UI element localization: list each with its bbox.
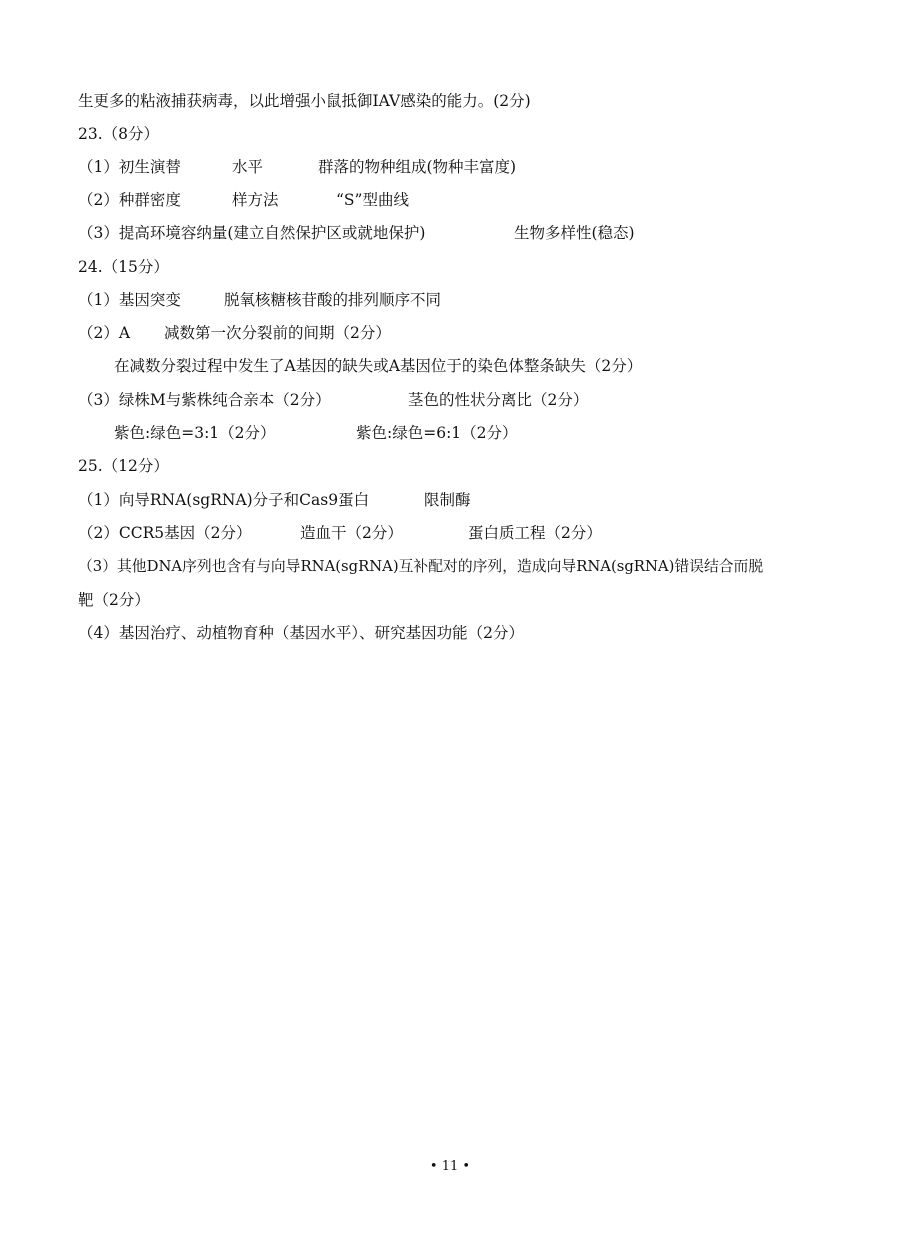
answer-24-3-ratio-a: 紫色:绿色=3:1（2分）	[114, 424, 276, 442]
answer-23-1-a: （1）初生演替	[78, 158, 181, 176]
answer-24-2-a: （2）A	[78, 324, 131, 342]
question-23-header: 23.（8分）	[78, 125, 160, 143]
answer-24-1-b: 脱氧核糖核苷酸的排列顺序不同	[224, 291, 442, 309]
answer-23-3-a: （3）提高环境容纳量(建立自然保护区或就地保护)	[78, 224, 426, 242]
answer-25-1-a: （1）向导RNA(sgRNA)分子和Cas9蛋白	[78, 491, 370, 509]
answer-24-1-a: （1）基因突变	[78, 291, 181, 309]
answer-25-3-continuation: 靶（2分）	[78, 591, 150, 609]
answer-24-3-ratio-b: 紫色:绿色=6:1（2分）	[356, 424, 518, 442]
question-24-header: 24.（15分）	[78, 258, 169, 276]
answer-23-2-b: 样方法	[232, 191, 279, 209]
answer-23-2-c: “S”型曲线	[336, 191, 409, 209]
answer-25-1-b: 限制酶	[424, 491, 471, 509]
page-number: • 11 •	[429, 1159, 471, 1174]
question-25-header: 25.（12分）	[78, 457, 169, 475]
answer-25-2-a: （2）CCR5基因（2分）	[78, 524, 252, 542]
answer-25-3: （3）其他DNA序列也含有与向导RNA(sgRNA)互补配对的序列，造成向导RNA(sgRNA)错误结合而脱	[78, 558, 764, 575]
answer-23-2-a: （2）种群密度	[78, 191, 181, 209]
answer-25-2-b: 造血干（2分）	[300, 524, 403, 542]
answer-25-2-c: 蛋白质工程（2分）	[468, 524, 602, 542]
answer-23-3-b: 生物多样性(稳态)	[514, 224, 635, 242]
answer-25-4: （4）基因治疗、动植物育种（基因水平）、研究基因功能（2分）	[78, 624, 524, 642]
answer-23-1-c: 群落的物种组成(物种丰富度)	[318, 158, 517, 176]
answer-24-3-a: （3）绿株M与紫株纯合亲本（2分）	[78, 391, 331, 409]
answer-24-2-detail-text: 在减数分裂过程中发生了A基因的缺失或A基因位于的染色体整条缺失（2分）	[114, 357, 643, 375]
answer-24-2-b: 减数第一次分裂前的间期（2分）	[164, 324, 391, 342]
answer-24-3-b: 茎色的性状分离比（2分）	[408, 391, 589, 409]
answer-line-continuation: 生更多的粘液捕获病毒，以此增强小鼠抵御IAV感染的能力。(2分)	[78, 92, 531, 110]
answer-23-1-b: 水平	[232, 158, 264, 176]
